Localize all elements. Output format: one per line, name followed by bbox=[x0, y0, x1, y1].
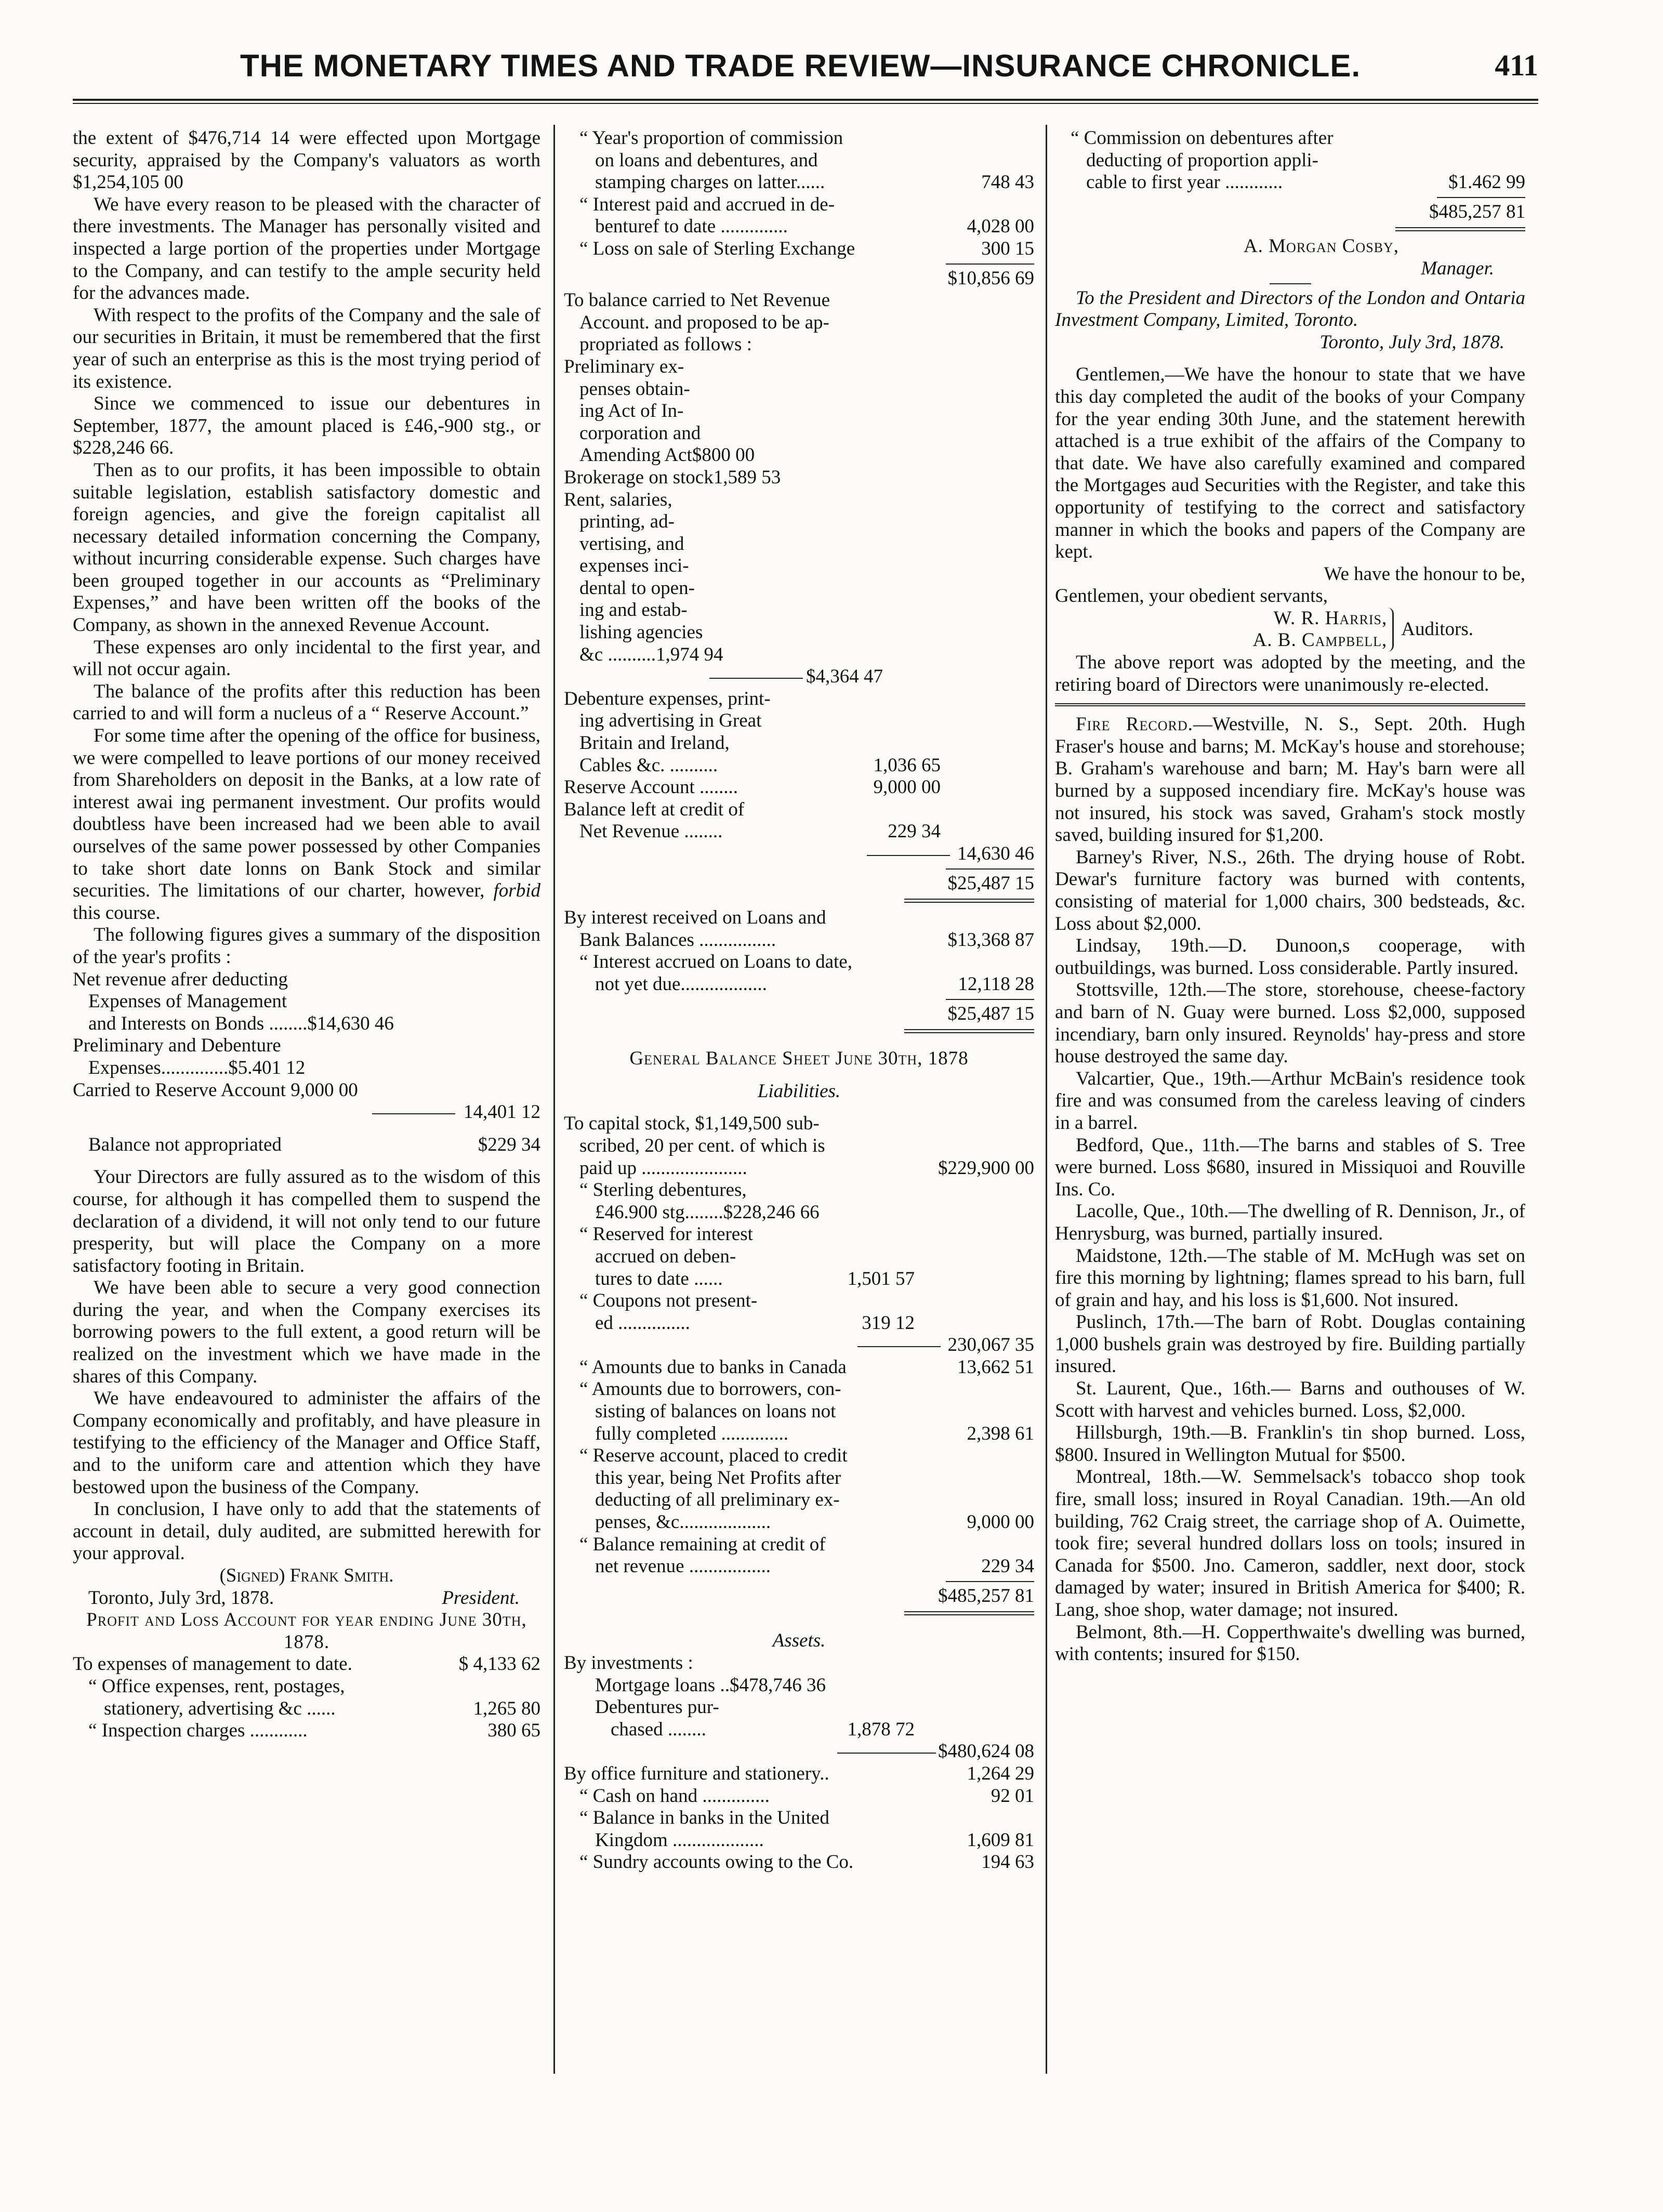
account-row: “ Reserve account, placed to credit bbox=[579, 1445, 848, 1467]
address: To the President and Directors of the London and Ontaria Investment Company, Limited, Toronto. bbox=[1055, 287, 1525, 331]
fire-record: Lindsay, 19th.—D. Dunoon,s cooperage, with outbuildings, was burned. Loss considerable. Partly insured. bbox=[1055, 935, 1525, 979]
account-row: Debenture expenses, print- bbox=[564, 688, 771, 709]
paragraph: In conclusion, I have only to add that the statements of account in detail, duly audited, are submitted herewith for your approval. bbox=[73, 1498, 540, 1564]
header-rule-thin bbox=[73, 103, 1538, 104]
account-row: Rent, salaries, bbox=[564, 489, 672, 510]
account-row: £46.900 stg........$228,246 66 bbox=[595, 1201, 820, 1223]
manager-title: Manager. bbox=[1421, 257, 1494, 279]
fire-record: Stottsville, 12th.—The store, storehouse, cheese-factory and barn of N. Guay were burned. Loss $2,000, supposed incendiary, barn only insured. Reynolds' hay-press and store house destroyed the same day. bbox=[1055, 979, 1525, 1068]
account-row: “ Cash on hand .............. 92 01 bbox=[579, 1785, 1034, 1807]
rule bbox=[946, 1581, 1034, 1582]
publication-title: THE MONETARY TIMES AND TRADE REVIEW—INSURANCE CHRONICLE. bbox=[240, 48, 1361, 83]
account-row: ing and estab- bbox=[579, 599, 688, 621]
account-row: “ Sundry accounts owing to the Co. 194 63 bbox=[579, 1851, 1034, 1873]
fire-record: Belmont, 8th.—H. Copperthwaite's dwelling was burned, with contents; insured for $150. bbox=[1055, 1621, 1525, 1665]
account-row: To expenses of management to date. $ 4,133 62 bbox=[73, 1653, 540, 1675]
balance-row: Balance not appropriated $229 34 bbox=[88, 1134, 540, 1155]
rule bbox=[946, 999, 1034, 1000]
account-row: Preliminary ex- bbox=[564, 356, 684, 377]
rule bbox=[946, 264, 1034, 265]
account-row: “ Office expenses, rent, postages, bbox=[88, 1675, 345, 1697]
account-subtotal: $4,364 47 bbox=[564, 666, 1034, 688]
column-2 bbox=[564, 127, 1034, 1874]
paragraph: For some time after the opening of the office for business, we were compelled to leave portions of our money received from Shareholders on deposit in the Banks, at a low rate of interest awai ing permanent investment. Our profits would doubtless have been increased had we been able to avail ourselves of the same power possessed by other Companies to take short date lonns on Bank Stock and similar securities. The limitations of our charter, however, forbid this course. bbox=[73, 725, 540, 924]
paragraph: With respect to the profits of the Company and the sale of our securities in Britain, it must be remembered that the first year of such an enterprise as this is the most trying period of its existence. bbox=[73, 304, 540, 392]
paragraph: We have been able to secure a very good connection during the year, and when the Company exercises its borrowing powers to the full extent, a good return will be realized on the investment which we have made in the shares of this Company. bbox=[73, 1277, 540, 1387]
fire-record: Valcartier, Que., 19th.—Arthur McBain's residence took fire and was consumed from the careless leaving of cinders in a barrel. bbox=[1055, 1068, 1525, 1134]
account-row: not yet due.................. 12,118 28 bbox=[595, 973, 1034, 995]
paragraph: Then as to our profits, it has been impossible to obtain suitable legislation, establish satisfactory domestic and foreign agencies, and give the foreign capitalist all necessary detailed information concerning the Company, without incurring considerable expense. Such charges have been grouped together in our accounts as “Preliminary Expenses,” and have been written off the books of the Company, as shown in the annexed Revenue Account. bbox=[73, 459, 540, 636]
account-row: stamping charges on latter...... 748 43 bbox=[595, 172, 1034, 193]
account-row: “ Sterling debentures, bbox=[579, 1179, 747, 1201]
paragraph: Gentlemen,—We have the honour to state that we have this day completed the audit of the books of your Company for the year ending 30th June, and the statement herewith attached is a true exhibit of the affairs of the Company to that date. We have also carefully examined and compared the Mortgages aud Securities with the Register, and take this opportunity of testifying to the correct and satisfactory manner in which the books and papers of the Company are kept. bbox=[1055, 364, 1525, 563]
account-row: corporation and bbox=[579, 422, 701, 444]
account-row: “ Commission on debentures after bbox=[1071, 127, 1334, 149]
account-row: chased ........ 1,878 72 bbox=[611, 1718, 915, 1740]
summary-line: and Interests on Bonds ........$14,630 46 bbox=[88, 1012, 394, 1034]
account-row: lishing agencies bbox=[579, 622, 703, 643]
account-row: “ Balance remaining at credit of bbox=[579, 1533, 826, 1555]
account-row: tures to date ...... 1,501 57 bbox=[595, 1268, 915, 1289]
account-row: By office furniture and stationery.. 1,264 29 bbox=[564, 1762, 1034, 1784]
closing: Gentlemen, your obedient servants, bbox=[1055, 585, 1328, 607]
account-row: “ Year's proportion of commission bbox=[579, 127, 843, 149]
fire-record: Bedford, Que., 11th.—The barns and stables of S. Tree were burned. Loss $680, insured in Missiquoi and Rouville Ins. Co. bbox=[1055, 1134, 1525, 1200]
account-row: Brokerage on stock1,589 53 bbox=[564, 466, 781, 488]
account-row: propriated as follows : bbox=[579, 334, 752, 356]
account-row: “ Interest accrued on Loans to date, bbox=[579, 951, 852, 973]
summary-amount: 14,401 12 bbox=[73, 1101, 540, 1124]
auditor-name: W. R. Harris, bbox=[1273, 607, 1388, 629]
double-rule bbox=[1395, 227, 1525, 231]
signature-place: Toronto, July 3rd, 1878. President. bbox=[88, 1587, 520, 1609]
account-total: $25,487 15 bbox=[947, 1003, 1034, 1024]
account-row: fully completed .............. 2,398 61 bbox=[595, 1423, 1034, 1444]
paragraph: The above report was adopted by the meeting, and the retiring board of Directors were unanimously re-elected. bbox=[1055, 652, 1525, 695]
account-row: Cables &c. .......... 1,036 65 bbox=[579, 754, 941, 776]
account-row: vertising, and bbox=[579, 533, 684, 555]
account-row: “ Amounts due to banks in Canada 13,662 51 bbox=[579, 1356, 1034, 1378]
assets-heading: Assets. bbox=[772, 1630, 826, 1652]
fire-record: Maidstone, 12th.—The stable of M. McHugh was set on fire this morning by lightning; flames spread to his barn, full of grain and hay, and his loss is $1,600. Not insured. bbox=[1055, 1245, 1525, 1311]
paragraph: The following figures gives a summary of the disposition of the year's profits : bbox=[73, 924, 540, 968]
double-rule bbox=[904, 1029, 1034, 1033]
account-total: $10,856 69 bbox=[947, 267, 1034, 289]
fire-record: Fire Record.—Westville, N. S., Sept. 20th. Hugh Fraser's house and barns; M. McKay's house and storehouse; B. Graham's warehouse and barn; M. Hay's barn were all burned by a supposed incendiary fire. McKay's house was not insured, his stock was saved, Graham's stock mostly saved, building insured for $1,200. bbox=[1055, 714, 1525, 846]
summary-line: Carried to Reserve Account 9,000 00 bbox=[73, 1079, 358, 1101]
account-row: ing Act of In- bbox=[579, 400, 684, 422]
column-divider-1 bbox=[553, 125, 555, 2074]
paragraph: the extent of $476,714 14 were effected upon Mortgage security, appraised by the Company's valuators as worth $1,254,105 00 bbox=[73, 127, 540, 193]
fire-record: St. Laurent, Que., 16th.— Barns and outhouses of W. Scott with harvest and vehicles burned. Loss, $2,000. bbox=[1055, 1378, 1525, 1421]
account-row: cable to first year ............ $1.462 99 bbox=[1086, 172, 1525, 193]
account-total: $485,257 81 bbox=[938, 1585, 1034, 1607]
account-row: paid up ...................... $229,900 00 bbox=[579, 1157, 1034, 1179]
paragraph: We have every reason to be pleased with the character of there investments. The Manager has personally visited and inspected a large portion of the properties under Mortgage to the Company, and can testify to the ample security held for the advances made. bbox=[73, 193, 540, 304]
account-row: “ Balance in banks in the United bbox=[579, 1807, 829, 1829]
fire-record: Puslinch, 17th.—The barn of Robt. Douglas containing 1,000 bushels grain was destroyed by fire. Building partially insured. bbox=[1055, 1311, 1525, 1377]
account-row: net revenue ................. 229 34 bbox=[595, 1556, 1034, 1577]
account-row: penses obtain- bbox=[579, 378, 690, 400]
account-row: Bank Balances ................ $13,368 87 bbox=[579, 929, 1034, 951]
account-row: ing advertising in Great bbox=[579, 710, 762, 732]
column-3 bbox=[1055, 127, 1525, 1666]
account-total: $25,487 15 bbox=[947, 872, 1034, 894]
account-row: expenses inci- bbox=[579, 555, 689, 577]
fire-record: Lacolle, Que., 10th.—The dwelling of R. Dennison, Jr., of Henrysburg, was burned, partially insured. bbox=[1055, 1201, 1525, 1244]
account-row: dental to open- bbox=[579, 577, 695, 599]
account-row: “ Coupons not present- bbox=[579, 1290, 758, 1312]
closing: We have the honour to be, bbox=[1324, 563, 1525, 585]
manager-signature: A. Morgan Cosby, bbox=[1243, 235, 1400, 257]
auditors-label: Auditors. bbox=[1401, 618, 1473, 640]
column-1 bbox=[73, 127, 540, 1742]
account-row: deducting of all preliminary ex- bbox=[595, 1489, 840, 1511]
paragraph: Since we commenced to issue our debentures in September, 1877, the amount placed is £46,-900 stg., or $228,246 66. bbox=[73, 393, 540, 459]
account-subtotal: 14,630 46 bbox=[564, 843, 1034, 865]
column-divider-2 bbox=[1046, 125, 1047, 2074]
account-row: &c ..........1,974 94 bbox=[579, 643, 723, 665]
account-row: Britain and Ireland, bbox=[579, 732, 730, 754]
account-row: “ Interest paid and accrued in de- bbox=[579, 193, 835, 215]
account-row: By interest received on Loans and bbox=[564, 907, 826, 929]
account-row: “ Amounts due to borrowers, con- bbox=[579, 1378, 841, 1400]
account-row: Balance left at credit of bbox=[564, 798, 745, 820]
account-row: this year, being Net Profits after bbox=[595, 1467, 841, 1489]
account-row: Mortgage loans ..$478,746 36 bbox=[595, 1674, 826, 1696]
summary-line: Preliminary and Debenture bbox=[73, 1035, 281, 1057]
rule bbox=[946, 868, 1034, 870]
account-row: Kingdom ................... 1,609 81 bbox=[595, 1829, 1034, 1851]
letter-date: Toronto, July 3rd, 1878. bbox=[1319, 331, 1504, 353]
account-row: stationery, advertising &c ...... 1,265 80 bbox=[104, 1697, 540, 1719]
account-row: ed ............... 319 12 bbox=[595, 1312, 915, 1334]
account-row: benturef to date .............. 4,028 00 bbox=[595, 216, 1034, 238]
account-row: To balance carried to Net Revenue bbox=[564, 289, 830, 311]
page-number: 411 bbox=[1495, 48, 1538, 82]
section-rule bbox=[1055, 703, 1525, 706]
account-row: accrued on deben- bbox=[595, 1245, 736, 1267]
account-row: “ Reserved for interest bbox=[579, 1223, 753, 1245]
account-row: on loans and debentures, and bbox=[595, 149, 818, 171]
liabilities-heading: Liabilities. bbox=[757, 1080, 841, 1102]
account-row: Debentures pur- bbox=[595, 1696, 719, 1718]
account-total: $485,257 81 bbox=[1429, 201, 1525, 222]
rule bbox=[1270, 283, 1311, 284]
account-row: By investments : bbox=[564, 1652, 693, 1674]
summary-line: Net revenue afrer deducting bbox=[73, 968, 288, 990]
paragraph: These expenses aro only incidental to the first year, and will not occur again. bbox=[73, 636, 540, 680]
account-subtotal: $480,624 08 bbox=[564, 1741, 1034, 1763]
double-rule bbox=[904, 899, 1034, 903]
account-row: Reserve Account ........ 9,000 00 bbox=[564, 776, 941, 798]
profit-loss-heading: Profit and Loss Account for year ending June 30th, 1878. bbox=[86, 1609, 527, 1653]
account-row: deducting of proportion appli- bbox=[1086, 149, 1318, 171]
balance-sheet-heading: General Balance Sheet June 30th, 1878 bbox=[629, 1048, 969, 1070]
account-row: Account. and proposed to be ap- bbox=[579, 311, 829, 333]
fire-record: Montreal, 18th.—W. Semmelsack's tobacco shop took fire, small loss; insured in Royal Canadian. 19th.—An old building, 762 Craig street, the carriage shop of A. Ouimette, took fire; several hundred dollars loss on tools; insured in Canada for $500. Jno. Cameron, saddler, next door, stock damaged by water; insured in British America for $400; R. Lang, shoe shop, water damage; not insured. bbox=[1055, 1466, 1525, 1621]
page-header bbox=[73, 48, 1538, 105]
account-row: Amending Act$800 00 bbox=[579, 444, 755, 466]
header-rule bbox=[73, 99, 1538, 101]
summary-line: Expenses..............$5.401 12 bbox=[88, 1057, 306, 1078]
account-row: To capital stock, $1,149,500 sub- bbox=[564, 1113, 820, 1135]
signature: (Signed) Frank Smith. bbox=[219, 1565, 394, 1586]
fire-record: Barney's River, N.S., 26th. The drying house of Robt. Dewar's furniture factory was burned with contents, consisting of material for 1,000 chairs, 300 bedsteads, &c. Loss about $2,000. bbox=[1055, 846, 1525, 934]
paragraph: Your Directors are fully assured as to the wisdom of this course, for although it has compelled them to suspend the declaration of a dividend, it will not only tend to our future presperity, but will place the Company on a more satisfactory footing in Britain. bbox=[73, 1166, 540, 1276]
account-row: “ Loss on sale of Sterling Exchange 300 15 bbox=[579, 238, 1034, 259]
fire-record: Hillsburgh, 19th.—B. Franklin's tin shop burned. Loss, $800. Insured in Wellington Mutual for $500. bbox=[1055, 1422, 1525, 1466]
account-row: printing, ad- bbox=[579, 511, 675, 533]
account-row: penses, &c................... 9,000 00 bbox=[595, 1511, 1034, 1533]
double-rule bbox=[904, 1611, 1034, 1615]
account-row: Net Revenue ........ 229 34 bbox=[579, 821, 941, 842]
account-row: scribed, 20 per cent. of which is bbox=[579, 1135, 825, 1156]
paragraph: The balance of the profits after this reduction has been carried to and will form a nucleus of a “ Reserve Account.” bbox=[73, 680, 540, 725]
paragraph: We have endeavoured to administer the affairs of the Company economically and profitably, and have pleasure in testifying to the efficiency of the Manager and Office Staff, and to the uniform care and attention which they have bestowed upon the business of the Company. bbox=[73, 1388, 540, 1498]
auditor-name: A. B. Campbell, bbox=[1252, 629, 1388, 651]
summary-line: Expenses of Management bbox=[88, 991, 287, 1012]
account-row: sisting of balances on loans not bbox=[595, 1401, 836, 1423]
account-row: “ Inspection charges ............ 380 65 bbox=[88, 1720, 540, 1742]
rule bbox=[1437, 197, 1525, 198]
account-subtotal: 230,067 35 bbox=[564, 1334, 1034, 1357]
auditors-block bbox=[1055, 608, 1525, 652]
